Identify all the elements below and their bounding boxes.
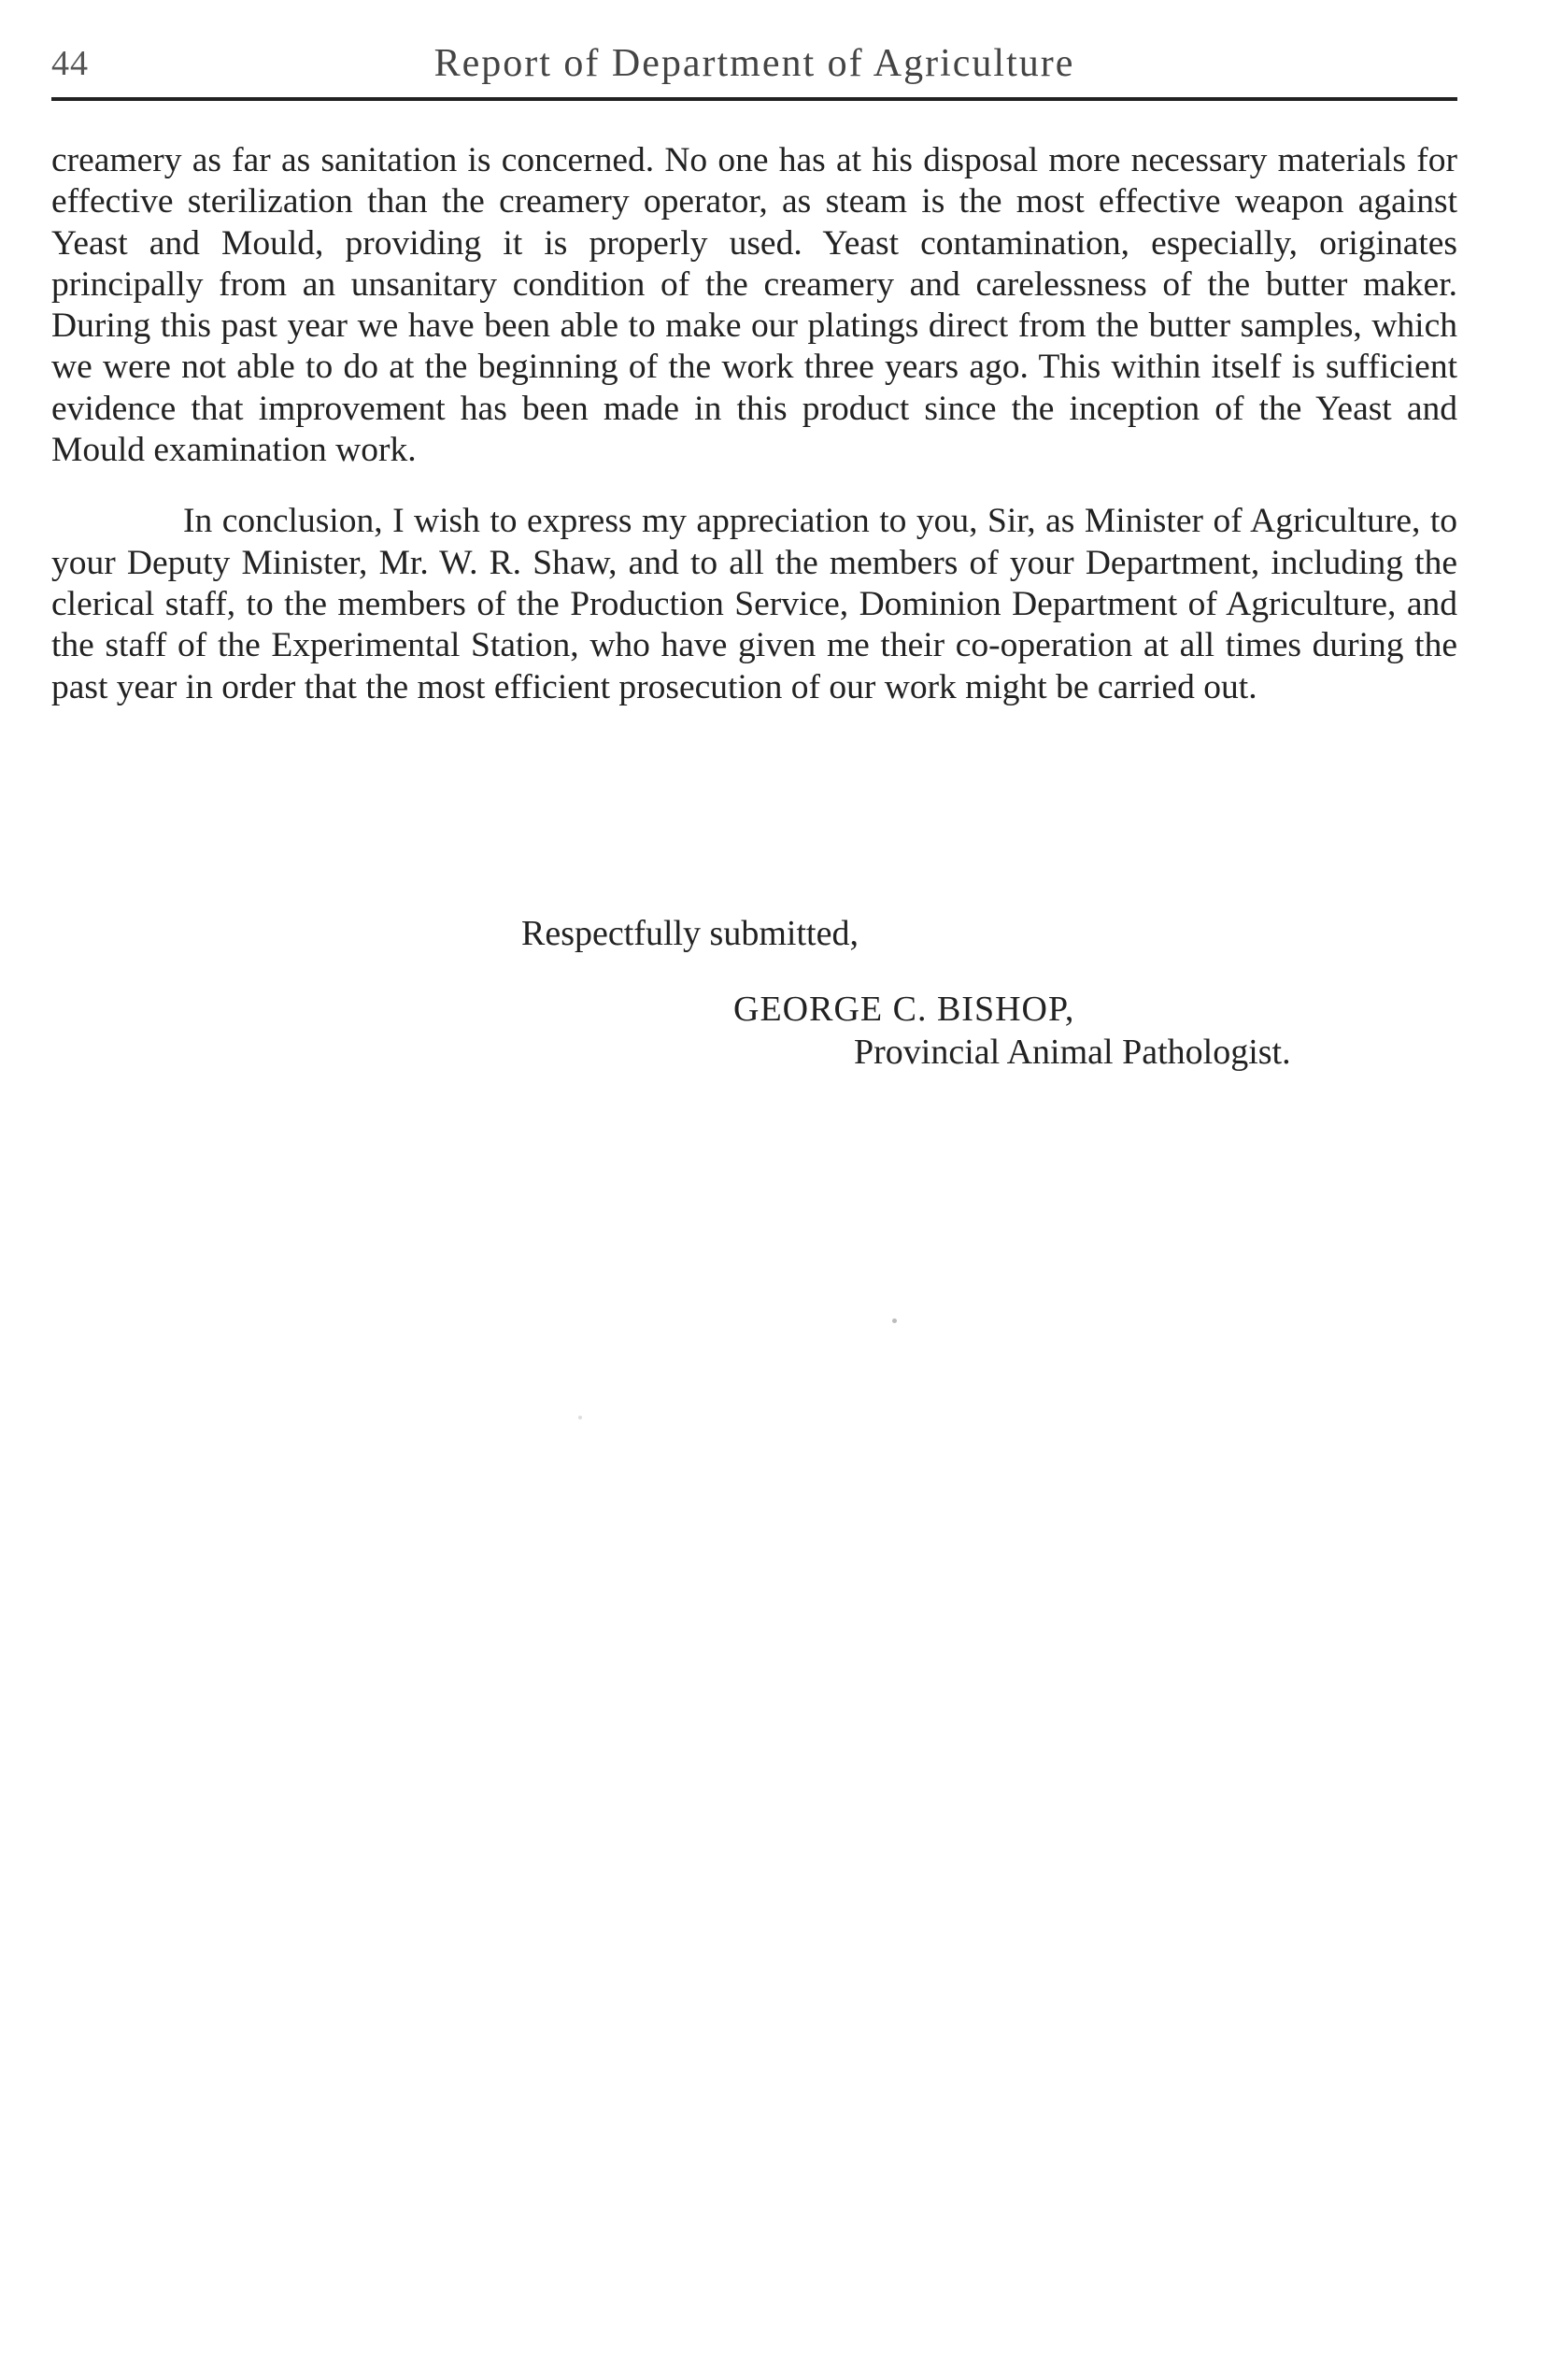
signatory-title: Provincial Animal Pathologist.: [854, 1033, 1291, 1072]
running-title: Report of Department of Agriculture: [433, 42, 1075, 85]
paragraph-sanitation: creamery as far as sanitation is concerned. No one has at his disposal more necessary materials for effective sterilization than the creamery operator, as steam is the most effective weapon against Yeast and Mould, providing it is properly used. Yeast contamination, especially, originates principally from an unsanitary condition of the creamery and carelessness of the butter maker. During this past year we have been able to make our platings direct from the butter samples, which we were not able to do at the beginning of the work three years ago. This within itself is sufficient evidence that improvement has been made in this product since the inception of the Yeast and Mould examination work.: [51, 141, 1457, 470]
signatory-name: GEORGE C. BISHOP,: [733, 990, 1075, 1029]
page-number: 44: [51, 44, 89, 83]
paper-speck: [892, 1318, 897, 1323]
body-text: [51, 140, 1457, 708]
complimentary-close: Respectfully submitted,: [521, 914, 859, 953]
paragraph-conclusion: In conclusion, I wish to express my appreciation to you, Sir, as Minister of Agriculture, to your Deputy Minister, Mr. W. R. Shaw, and to all the members of your Department, including the clerical staff, to the members of the Production Service, Dominion Department of Agriculture, and the staff of the Experimental Station, who have given me their co-operation at all times during the past year in order that the most efficient prosecution of our work might be carried out.: [51, 502, 1457, 706]
page-header: [51, 36, 1457, 92]
paper-speck: [578, 1416, 582, 1419]
header-divider: [51, 97, 1457, 101]
